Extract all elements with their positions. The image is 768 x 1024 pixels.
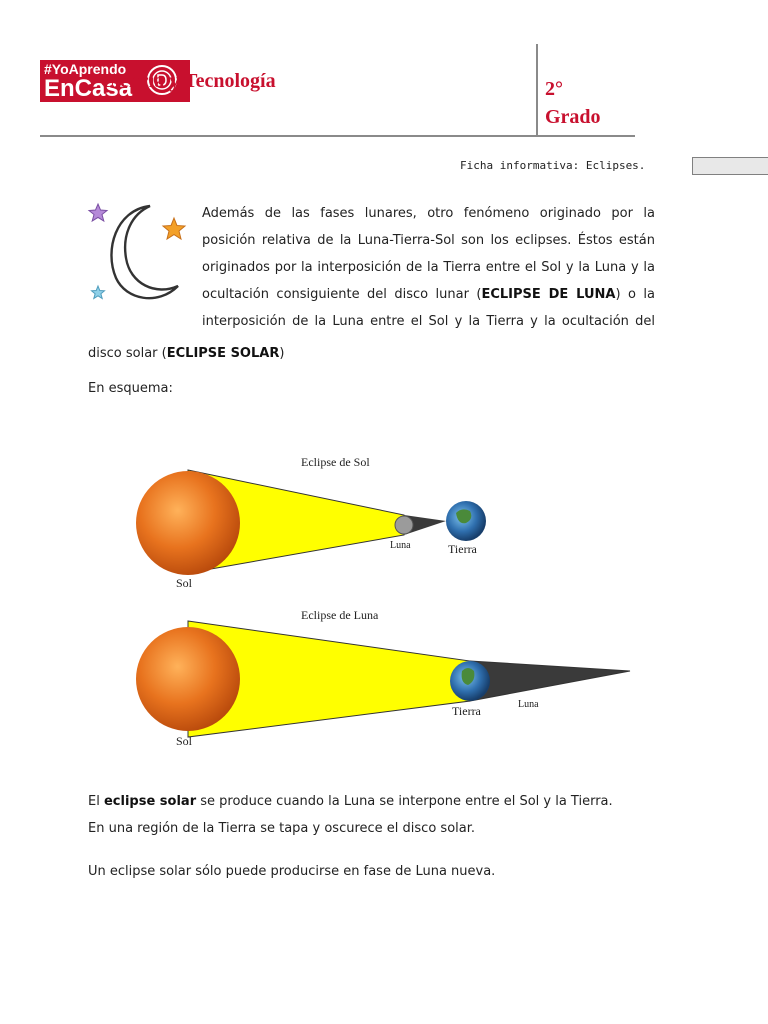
scheme-label: En esquema:: [88, 381, 173, 396]
solar-eclipse-paragraph: [88, 788, 613, 815]
intro-paragraph-end: [88, 340, 648, 367]
solar-moon-label: Luna: [390, 540, 411, 551]
sun-icon: [136, 627, 240, 731]
term-eclipse-de-luna: ECLIPSE DE LUNA: [481, 287, 616, 302]
worksheet-label: Ficha informativa: Eclipses.: [460, 159, 646, 172]
moon-icon: [395, 516, 413, 534]
sun-icon: [136, 471, 240, 575]
lunar-eclipse-title: Eclipse de Luna: [301, 608, 379, 622]
grade-label: Grado: [545, 106, 601, 128]
header-vertical-divider: [536, 44, 538, 135]
intro-text-4: ): [279, 346, 285, 361]
intro-text-1: Además de las fases lunares, otro fenómeno originado por la posición relativa de la Luna-Tierra-Sol son los eclipses. Éstos están originados por la interposición de la Tierra entre el Sol y la Luna y la ocultación consiguiente del disco lunar (: [202, 206, 655, 302]
subject-title: Ciencia y Tecnología: [100, 70, 276, 92]
solar-paragraph-pre: El: [88, 794, 104, 809]
lunar-sun-label: Sol: [176, 734, 193, 748]
solar-eclipse-title: Eclipse de Sol: [301, 455, 370, 469]
new-moon-line: Un eclipse solar sólo puede producirse en fase de Luna nueva.: [88, 864, 496, 879]
grade-number: 2°: [545, 78, 563, 100]
lunar-earth-label: Tierra: [452, 704, 481, 718]
solar-sun-label: Sol: [176, 576, 193, 590]
earth-shadow-cone: [470, 661, 630, 701]
region-darkened-line: En una región de la Tierra se tapa y oscurece el disco solar.: [88, 821, 476, 836]
intro-text-2: ) o la interposición de la Luna entre el Sol y la Tierra y la ocultación del: [202, 287, 655, 329]
lunar-eclipse-diagram: [136, 608, 630, 748]
eclipse-diagram: [136, 445, 646, 750]
solar-eclipse-diagram: [136, 455, 486, 590]
intro-text-3: disco solar (: [88, 346, 167, 361]
solar-paragraph-post: se produce cuando la Luna se interpone entre el Sol y la Tierra.: [196, 794, 613, 809]
lunar-moon-label: Luna: [518, 699, 539, 710]
moon-and-stars-icon: [86, 200, 192, 308]
margin-box: [692, 157, 768, 175]
header-horizontal-divider: [40, 135, 635, 137]
intro-paragraph: [202, 200, 655, 335]
logo-brand-text: EnCasa: [44, 75, 133, 102]
term-eclipse-solar: ECLIPSE SOLAR: [166, 346, 280, 361]
solar-earth-label: Tierra: [448, 542, 477, 556]
logo-tag-text: #YoAprendo: [44, 61, 127, 77]
solar-paragraph-term: eclipse solar: [103, 794, 197, 809]
